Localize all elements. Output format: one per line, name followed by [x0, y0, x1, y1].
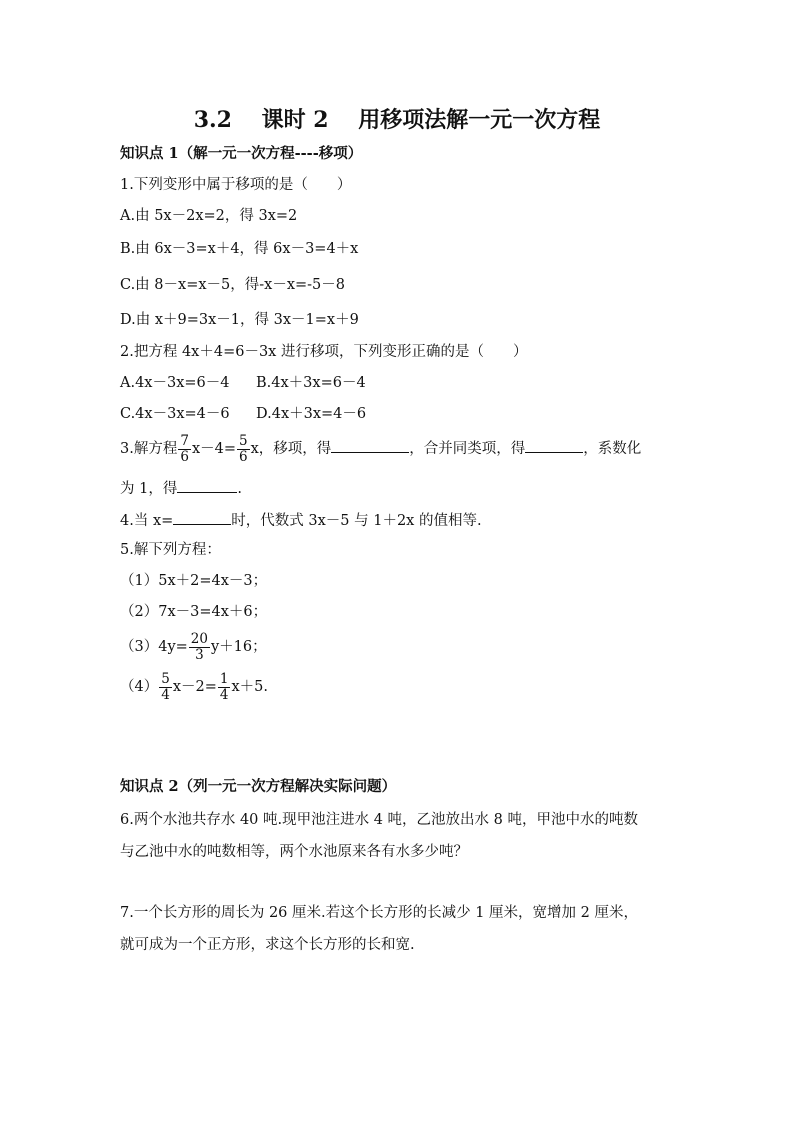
- question-3-prefix: 3.解方程: [120, 441, 178, 457]
- fraction-7-6: [178, 434, 191, 465]
- question-1-option-b: B.由 6x－3=x＋4，得 6x－3=4＋x: [120, 241, 359, 257]
- fraction-numerator: 20: [190, 630, 208, 647]
- fraction-numerator: 5: [239, 432, 248, 449]
- question-1-stem: 1.下列变形中属于移项的是（ ）: [120, 177, 352, 193]
- question-3-line-1: [120, 432, 641, 466]
- question-5-stem: 5.解下列方程：: [120, 542, 221, 558]
- question-2-option-b: B.4x＋3x=6－4: [256, 375, 366, 391]
- question-1-option-c: C.由 8－x=x－5，得-x－x=-5－8: [120, 277, 346, 293]
- question-4-suffix: 时，代数式 3x－5 与 1＋2x 的值相等.: [231, 513, 482, 529]
- question-5-part-3: [120, 630, 267, 664]
- question-5-part-3-suffix: y＋16；: [210, 639, 267, 655]
- fraction-5-4: [159, 672, 172, 703]
- fraction-numerator: 7: [180, 432, 189, 449]
- question-6-line-2: 与乙池中水的吨数相等，两个水池原来各有水多少吨？: [120, 844, 468, 860]
- question-4: [120, 510, 482, 530]
- question-6-line-1: 6.两个水池共存水 40 吨.现甲池注进水 4 吨，乙池放出水 8 吨，甲池中水的吨数: [120, 812, 638, 828]
- question-5-part-4-suffix: x＋5.: [231, 679, 268, 695]
- question-2-option-a: A.4x－3x=6－4: [120, 375, 230, 391]
- fraction-numerator: 1: [219, 670, 229, 687]
- page-title: 3.2 课时 2 用移项法解一元一次方程: [193, 107, 601, 133]
- question-3-text-1: x，移项，得: [250, 441, 332, 457]
- question-1-option-a: A.由 5x－2x=2，得 3x=2: [120, 208, 298, 224]
- fraction-denominator: 4: [161, 686, 170, 703]
- fraction-5-6: [237, 434, 250, 465]
- fraction-denominator: 6: [180, 448, 189, 465]
- question-2-option-d: D.4x＋3x=4－6: [256, 406, 367, 422]
- question-7-line-1: 7.一个长方形的周长为 26 厘米.若这个长方形的长减少 1 厘米，宽增加 2 厘米，: [120, 905, 638, 921]
- question-2-option-c: C.4x－3x=4－6: [120, 406, 230, 422]
- fraction-denominator: 6: [239, 448, 248, 465]
- question-5-part-3-prefix: （3）4y=: [120, 639, 188, 655]
- answer-blank-solution[interactable]: [177, 478, 237, 493]
- question-3-line-2-end: .: [237, 481, 242, 497]
- answer-blank-move-terms[interactable]: [331, 438, 409, 453]
- fraction-numerator: 5: [161, 670, 170, 687]
- section-1-heading: 知识点 1（解一元一次方程----移项）: [120, 145, 363, 162]
- question-5-part-4-mid: x－2=: [172, 679, 217, 695]
- question-5-part-2: （2）7x－3=4x＋6；: [120, 604, 268, 620]
- fraction-20-3: [189, 632, 210, 663]
- fraction-denominator: 4: [219, 686, 229, 703]
- question-7-line-2: 就可成为一个正方形，求这个长方形的长和宽.: [120, 937, 415, 953]
- question-3-text-3: ，系数化: [583, 441, 642, 457]
- question-3-line-2-text: 为 1，得: [120, 481, 178, 497]
- question-3-text-2: ，合并同类项，得: [409, 441, 526, 457]
- question-4-prefix: 4.当 x=: [120, 513, 174, 529]
- question-5-part-4: [120, 670, 268, 704]
- question-5-part-4-prefix: （4）: [120, 679, 159, 695]
- answer-blank-x-value[interactable]: [173, 510, 231, 525]
- fraction-1-4: [218, 672, 231, 703]
- question-2-stem: 2.把方程 4x＋4=6－3x 进行移项，下列变形正确的是（ ）: [120, 344, 528, 360]
- question-1-option-d: D.由 x＋9=3x－1，得 3x－1=x＋9: [120, 312, 359, 328]
- fraction-denominator: 3: [195, 646, 204, 663]
- question-3-line-2: [120, 478, 242, 498]
- question-5-part-1: （1）5x＋2=4x－3；: [120, 573, 268, 589]
- section-2-heading: 知识点 2（列一元一次方程解决实际问题）: [120, 778, 397, 795]
- question-3-mid: x－4=: [191, 441, 236, 457]
- answer-blank-combine[interactable]: [525, 438, 583, 453]
